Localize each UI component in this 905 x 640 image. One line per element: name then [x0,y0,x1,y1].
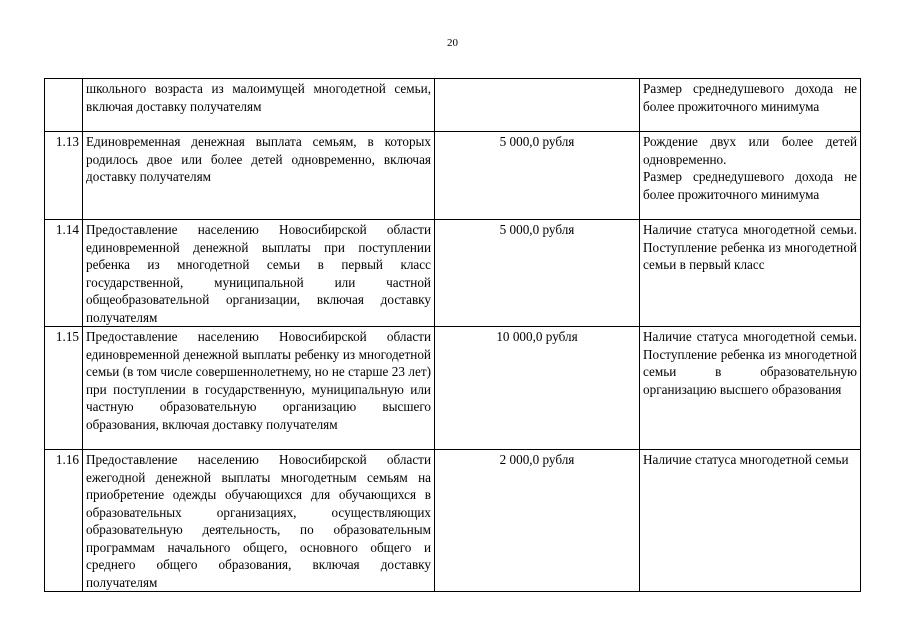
benefit-name: Предоставление населению Новосибирской области единовременной денежной выплаты ребенку из многодетной семьи (в том числе совершеннолетнему, но не старше 23 лет) при поступлении в государственную, муниципальную или частную образовательную организацию высшего образования, включая доставку получателям [83,327,435,450]
page-number: 20 [447,37,458,49]
benefit-name: школьного возраста из малоимущей многодетной семьи, включая доставку получателям [83,79,435,132]
benefit-amount: 5 000,0 рубля [435,220,640,327]
benefit-conditions [640,79,861,132]
row-number: 1.13 [45,132,83,220]
table-row [45,132,861,220]
condition-text: Наличие статуса многодетной семьи [643,452,849,467]
benefit-conditions [640,220,861,327]
table-row [45,79,861,132]
condition-text: Размер среднедушевого дохода не более прожиточного минимума [643,169,857,202]
row-number: 1.16 [45,450,83,592]
benefit-name: Предоставление населению Новосибирской области единовременной денежной выплаты при поступлении ребенка из многодетной семьи в первый класс государственной, муниципальной или частной общеобразовательной организации, включая доставку получателям [83,220,435,327]
condition-text: Наличие статуса многодетной семьи. Поступление ребенка из многодетной семьи в образовательную организацию высшего образования [643,329,857,397]
table-row [45,327,861,450]
benefits-table [44,78,861,592]
row-number: 1.14 [45,220,83,327]
benefit-conditions [640,450,861,592]
benefit-amount [435,79,640,132]
row-number: 1.15 [45,327,83,450]
benefit-amount: 5 000,0 рубля [435,132,640,220]
benefit-name: Предоставление населению Новосибирской области ежегодной денежной выплаты многодетным семьям на приобретение одежды обучающихся для обучающихся в образовательных организациях, осуществляющих образовательную деятельность, по образовательным программам начального общего, основного общего и среднего общего образования, включая доставку получателям [83,450,435,592]
table-row [45,220,861,327]
benefit-conditions [640,327,861,450]
table-row [45,450,861,592]
benefit-amount: 2 000,0 рубля [435,450,640,592]
benefit-conditions [640,132,861,220]
condition-text: Размер среднедушевого дохода не более прожиточного минимума [643,81,857,114]
condition-text: Рождение двух или более детей одновременно. [643,134,857,167]
row-number [45,79,83,132]
condition-text: Наличие статуса многодетной семьи. Поступление ребенка из многодетной семьи в первый класс [643,222,857,272]
benefit-amount: 10 000,0 рубля [435,327,640,450]
benefit-name: Единовременная денежная выплата семьям, в которых родилось двое или более детей одновременно, включая доставку получателям [83,132,435,220]
